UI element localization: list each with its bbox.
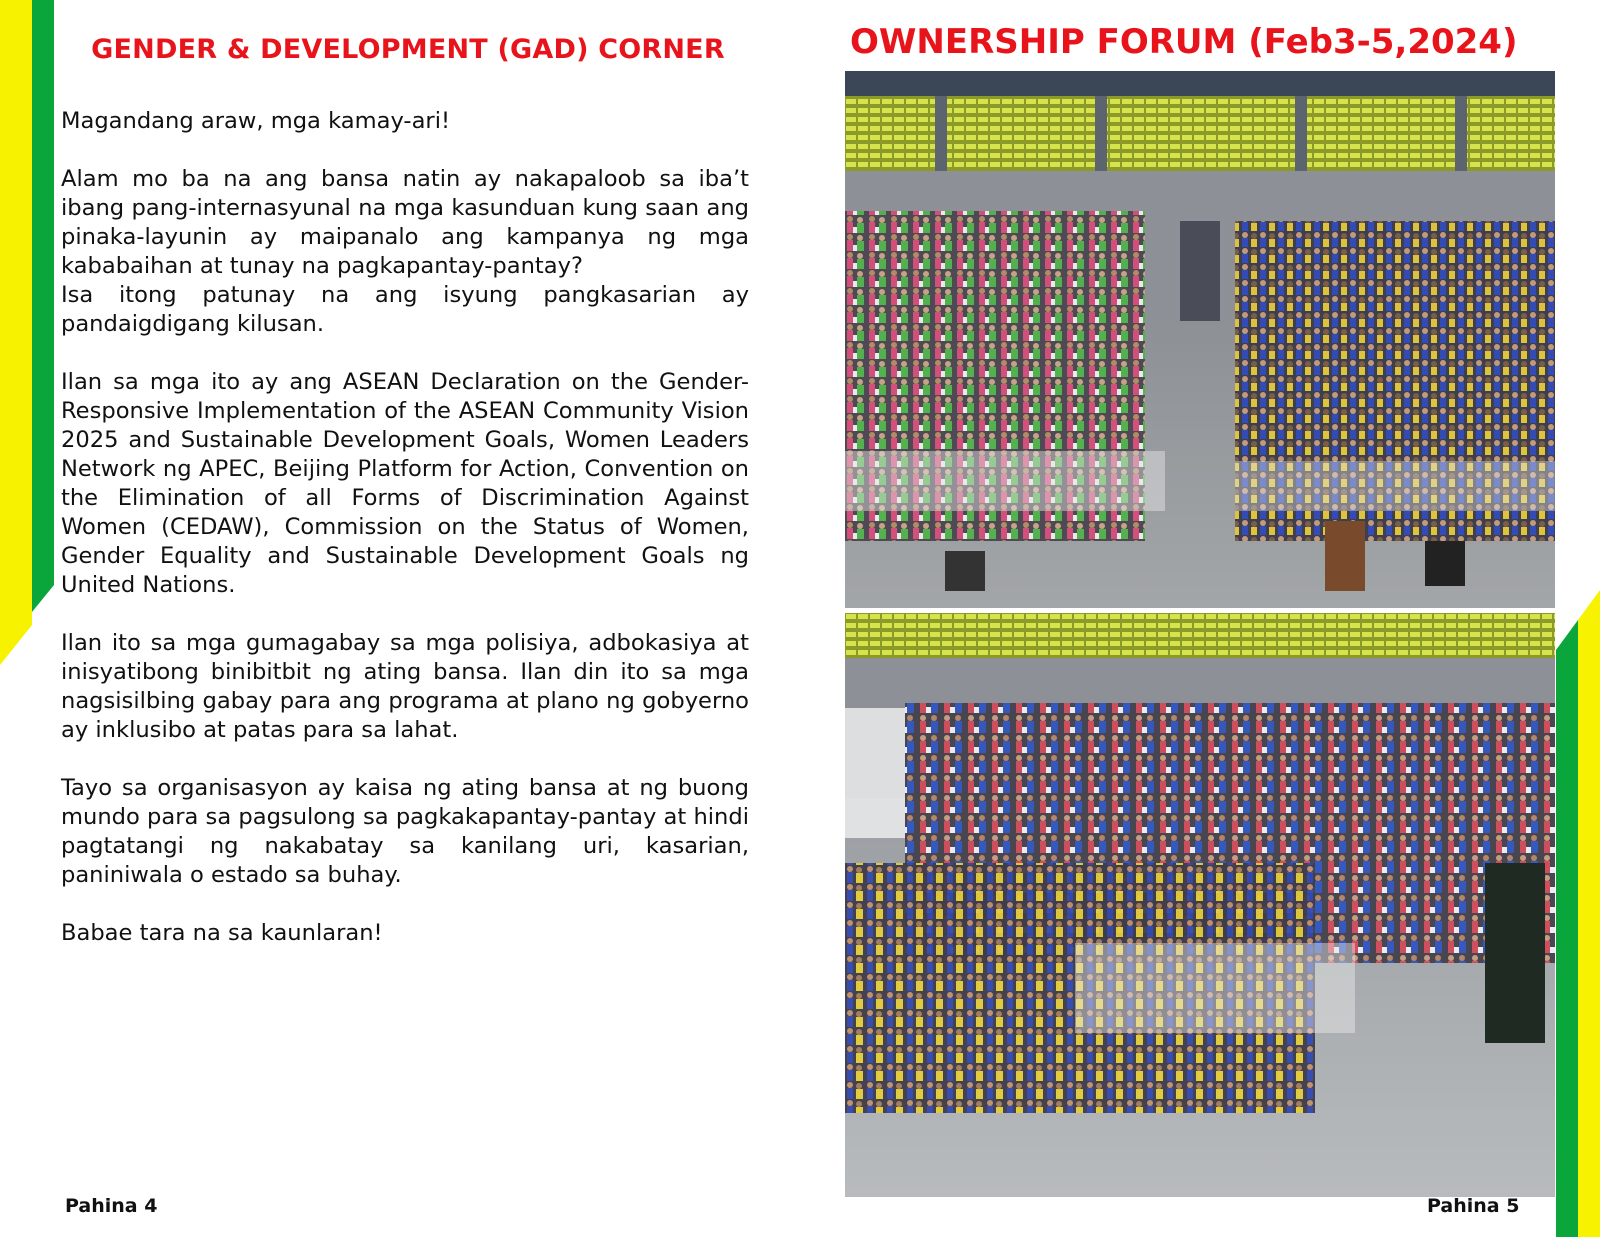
proof-paragraph: Isa itong patunay na ang isyung pangkasarian ay pandaigdigang kilusan. [61,282,749,337]
solidarity-paragraph: Tayo sa organisasyon ay kaisa ng ating bansa at ng buong mundo para sa pagsulong sa pagkakapantay-pantay at hindi pagtatangi ng nakabatay sa kanilang uri, kasarian, paniniwala o estado sa buhay. [61,775,749,888]
gad-corner-heading: GENDER & DEVELOPMENT (GAD) CORNER [91,34,725,65]
page-number-right: Pahina 5 [1427,1195,1520,1217]
right-edge-stripes [1550,590,1600,1237]
left-edge-stripes [0,0,60,680]
closing-paragraph: Babae tara na sa kaunlaran! [61,920,383,946]
ownership-forum-heading: OWNERSHIP FORUM (Feb3-5,2024) [850,22,1518,62]
gad-article [61,107,749,948]
page-number-left: Pahina 4 [65,1195,158,1217]
forum-photo-top [845,71,1555,608]
agreements-paragraph: Ilan sa mga ito ay ang ASEAN Declaration on the Gender-Responsive Implementation of the ASEAN Community Vision 2025 and Sustainable Development Goals, Women Leaders Network ng APEC, Beijing Platform for Action, Convention on the Elimination of all Forms of Discrimination Against Women (CEDAW), Commission on the Status of Women, Gender Equality and Sustainable Development Goals ng United Nations. [61,369,749,598]
greeting-paragraph: Magandang araw, mga kamay-ari! [61,108,451,134]
intro-paragraph: Alam mo ba na ang bansa natin ay nakapaloob sa iba’t ibang pang-internasyunal na mga kasunduan kung saan ang pinaka-layunin ay maipanalo ang kampanya ng mga kababaihan at tunay na pagkapantay-pantay? [61,166,749,279]
forum-photo-bottom [845,613,1555,1197]
guidance-paragraph: Ilan ito sa mga gumagabay sa mga polisiya, adbokasiya at inisyatibong binibitbit ng ating bansa. Ilan din ito sa mga nagsisilbing gabay para ang programa at plano ng gobyerno ay inklusibo at patas para sa lahat. [61,630,749,743]
